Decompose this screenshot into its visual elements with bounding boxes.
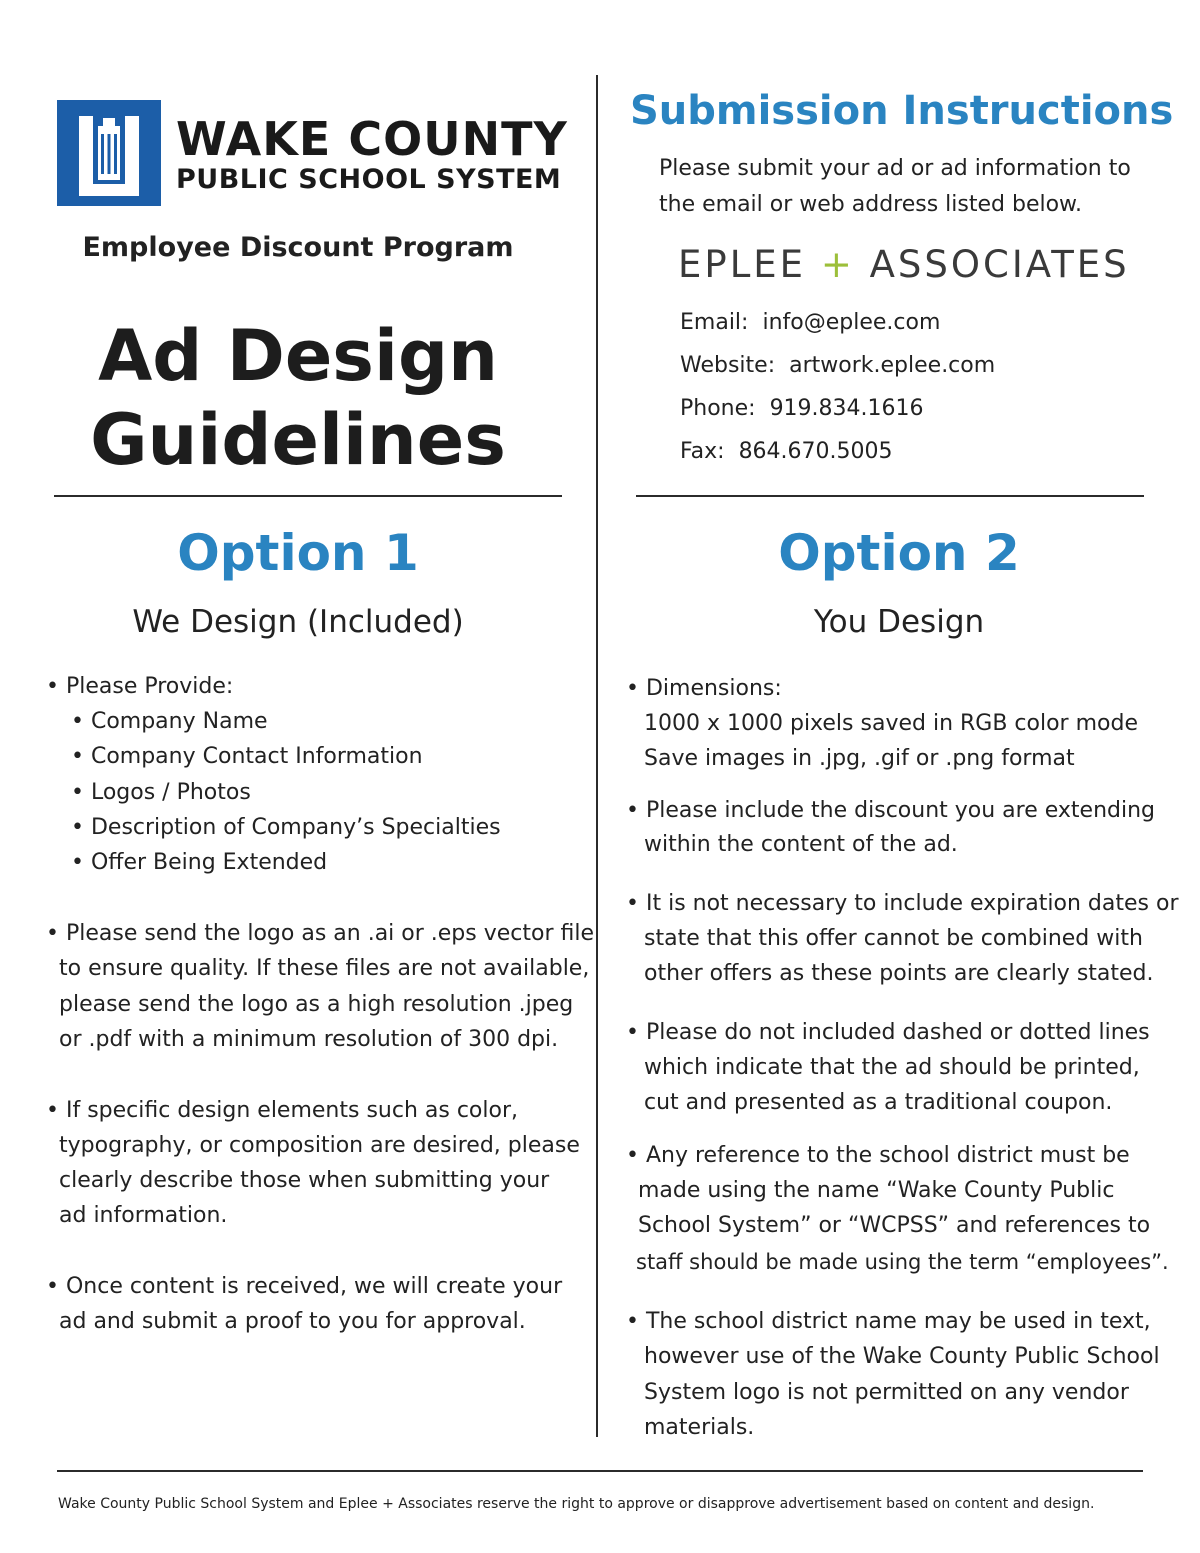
- contact-label: Fax:: [680, 439, 725, 464]
- brand-left: EPLEE: [678, 243, 807, 286]
- option2-line: however use of the Wake County Public School: [644, 1344, 1160, 1369]
- option2-line: cut and presented as a traditional coupon.: [644, 1090, 1113, 1115]
- page-title: [0, 314, 596, 482]
- phone-value: 919.834.1616: [769, 396, 924, 421]
- contact-fax: [680, 439, 893, 464]
- option2-line: materials.: [644, 1415, 755, 1440]
- option1-line: please send the logo as a high resolution .jpeg: [59, 992, 574, 1017]
- option2-line: • Please do not included dashed or dotted lines: [626, 1020, 1150, 1045]
- option2-line: • Dimensions:: [626, 676, 782, 701]
- eplee-associates-logo: [678, 243, 1130, 286]
- option2-subheading: You Design: [813, 604, 985, 640]
- option1-line: • Logos / Photos: [71, 780, 251, 805]
- option2-line: System logo is not permitted on any vendor: [644, 1380, 1129, 1405]
- right-section-divider: [636, 495, 1144, 497]
- option2-line: other offers as these points are clearly stated.: [644, 961, 1154, 986]
- option2-line: staff should be made using the term “employees”.: [636, 1250, 1169, 1274]
- contact-label: Website:: [680, 353, 776, 378]
- option2-line: School System” or “WCPSS” and references to: [638, 1213, 1151, 1238]
- option1-line: to ensure quality. If these files are not available,: [59, 956, 590, 981]
- option2-heading: Option 2: [778, 524, 1020, 582]
- option1-heading: Option 1: [177, 524, 419, 582]
- option1-subheading: We Design (Included): [132, 604, 464, 640]
- option2-line: • The school district name may be used in text,: [626, 1309, 1151, 1334]
- option1-line: • Description of Company’s Specialties: [71, 815, 501, 840]
- option2-line: state that this offer cannot be combined with: [644, 926, 1143, 951]
- option1-line: clearly describe those when submitting your: [59, 1168, 550, 1193]
- option2-line: which indicate that the ad should be printed,: [644, 1055, 1140, 1080]
- option2-line: • It is not necessary to include expiration dates or: [626, 891, 1179, 916]
- page-title-line1: Ad Design: [98, 315, 498, 397]
- program-name: Employee Discount Program: [82, 232, 514, 263]
- option1-line: • Please Provide:: [46, 674, 234, 699]
- left-section-divider: [54, 495, 562, 497]
- option1-line: or .pdf with a minimum resolution of 300 dpi.: [59, 1027, 559, 1052]
- submission-intro-line1: Please submit your ad or ad information to: [659, 156, 1131, 181]
- option2-line: • Please include the discount you are extending: [626, 798, 1155, 823]
- email-link[interactable]: info@eplee.com: [762, 310, 941, 335]
- option2-line: • Any reference to the school district must be: [626, 1143, 1130, 1168]
- contact-email: [680, 310, 940, 335]
- logo-text-line2: PUBLIC SCHOOL SYSTEM: [176, 164, 562, 195]
- footer-disclaimer: Wake County Public School System and Eplee + Associates reserve the right to approve or disapprove advertisement based on content and design.: [58, 1496, 1095, 1512]
- brand-plus: +: [820, 243, 855, 286]
- option1-line: • Once content is received, we will create your: [46, 1274, 563, 1299]
- website-link[interactable]: artwork.eplee.com: [789, 353, 996, 378]
- option1-line: • Offer Being Extended: [71, 850, 328, 875]
- column-divider: [596, 75, 598, 1437]
- option1-line: • Please send the logo as an .ai or .eps vector file: [46, 921, 595, 946]
- option2-line: Save images in .jpg, .gif or .png format: [644, 746, 1075, 771]
- footer-divider: [57, 1470, 1143, 1472]
- option1-line: • If specific design elements such as color,: [46, 1098, 519, 1123]
- brand-right: ASSOCIATES: [869, 243, 1130, 286]
- contact-label: Email:: [680, 310, 749, 335]
- option2-line: made using the name “Wake County Public: [638, 1178, 1115, 1203]
- contact-phone: [680, 396, 924, 421]
- contact-label: Phone:: [680, 396, 756, 421]
- school-building-icon: [57, 100, 161, 206]
- contact-website: [680, 353, 995, 378]
- option1-line: • Company Name: [71, 709, 268, 734]
- option2-line: 1000 x 1000 pixels saved in RGB color mode: [644, 711, 1138, 736]
- option1-line: • Company Contact Information: [71, 744, 423, 769]
- submission-intro: [659, 151, 1179, 223]
- logo-text-line1: WAKE COUNTY: [176, 112, 568, 166]
- option1-line: ad and submit a proof to you for approval.: [59, 1309, 526, 1334]
- submission-heading: Submission Instructions: [630, 88, 1174, 134]
- option2-line: within the content of the ad.: [644, 832, 958, 857]
- submission-intro-line2: the email or web address listed below.: [659, 192, 1083, 217]
- fax-value: 864.670.5005: [738, 439, 893, 464]
- option1-line: ad information.: [59, 1203, 228, 1228]
- option1-line: typography, or composition are desired, please: [59, 1133, 580, 1158]
- page-title-line2: Guidelines: [90, 399, 506, 481]
